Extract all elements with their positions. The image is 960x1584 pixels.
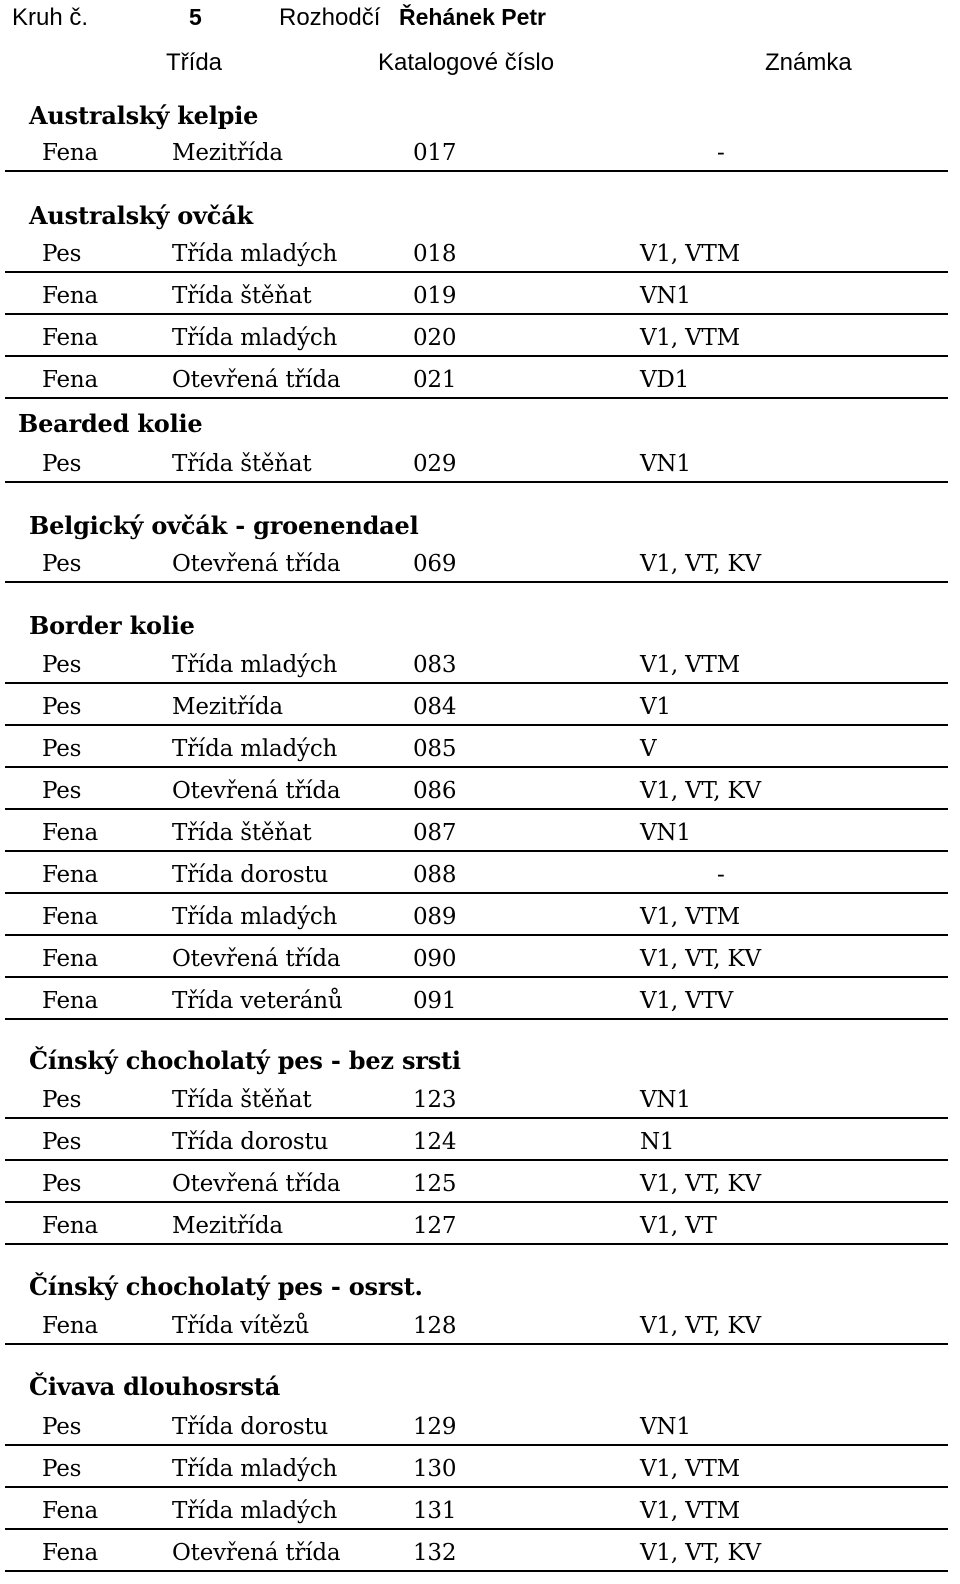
entry-class: Mezitřída <box>172 140 283 166</box>
row-divider <box>5 481 948 483</box>
entry-class: Třída vítězů <box>172 1313 310 1339</box>
entry-class: Třída mladých <box>172 1498 338 1524</box>
breed-heading: Bearded kolie <box>18 409 203 438</box>
table-row <box>0 946 960 988</box>
entry-class: Otevřená třída <box>172 551 341 577</box>
judge-name: Řehánek Petr <box>399 4 547 30</box>
row-divider <box>5 682 948 684</box>
entry-grade: V1, VTM <box>640 904 740 930</box>
entry-grade: V <box>640 736 657 762</box>
table-row <box>0 1456 960 1498</box>
entry-grade: V1, VT, KV <box>640 1313 761 1339</box>
entry-grade: - <box>717 862 725 888</box>
entry-catalog-number: 087 <box>413 820 457 846</box>
entry-catalog-number: 085 <box>413 736 457 762</box>
entry-catalog-number: 017 <box>413 140 457 166</box>
row-divider <box>5 1486 948 1488</box>
row-divider <box>5 1343 948 1345</box>
entry-sex: Pes <box>42 1087 82 1113</box>
entry-sex: Pes <box>42 1129 82 1155</box>
breed-heading: Čínský chocholatý pes - bez srsti <box>29 1046 461 1075</box>
entry-class: Třída dorostu <box>172 1129 329 1155</box>
entry-catalog-number: 018 <box>413 241 457 267</box>
entry-grade: V1, VT, KV <box>640 946 761 972</box>
table-row <box>0 736 960 778</box>
entry-grade: VN1 <box>640 451 691 477</box>
entry-grade: V1, VTM <box>640 1456 740 1482</box>
row-divider <box>5 271 948 273</box>
row-divider <box>5 1444 948 1446</box>
entry-catalog-number: 131 <box>413 1498 457 1524</box>
entry-class: Třída mladých <box>172 1456 338 1482</box>
entry-sex: Fena <box>42 946 99 972</box>
table-row <box>0 904 960 946</box>
row-divider <box>5 397 948 399</box>
table-row <box>0 1540 960 1582</box>
entry-class: Mezitřída <box>172 1213 283 1239</box>
entry-catalog-number: 125 <box>413 1171 457 1197</box>
breed-heading: Border kolie <box>29 611 195 640</box>
entry-grade: VN1 <box>640 820 691 846</box>
entry-catalog-number: 091 <box>413 988 457 1014</box>
entry-sex: Fena <box>42 862 99 888</box>
entry-class: Mezitřída <box>172 694 283 720</box>
entry-grade: V1, VTM <box>640 325 740 351</box>
entry-catalog-number: 069 <box>413 551 457 577</box>
entry-class: Třída dorostu <box>172 1414 329 1440</box>
entry-catalog-number: 088 <box>413 862 457 888</box>
entry-class: Otevřená třída <box>172 367 341 393</box>
table-row <box>0 1498 960 1540</box>
entry-class: Třída štěňat <box>172 451 312 477</box>
entry-grade: V1, VTM <box>640 652 740 678</box>
row-divider <box>5 724 948 726</box>
entry-sex: Pes <box>42 241 82 267</box>
row-divider <box>5 1243 948 1245</box>
entry-class: Třída štěňat <box>172 820 312 846</box>
entry-catalog-number: 021 <box>413 367 457 393</box>
entry-grade: V1, VT, KV <box>640 778 761 804</box>
entry-sex: Pes <box>42 694 82 720</box>
breed-heading: Belgický ovčák - groenendael <box>29 511 419 540</box>
entry-catalog-number: 127 <box>413 1213 457 1239</box>
entry-sex: Pes <box>42 652 82 678</box>
judge-label: Rozhodčí <box>279 4 381 31</box>
entry-sex: Pes <box>42 778 82 804</box>
entry-grade: VN1 <box>640 1087 691 1113</box>
entry-grade: N1 <box>640 1129 675 1155</box>
entry-sex: Fena <box>42 1540 99 1566</box>
entry-catalog-number: 083 <box>413 652 457 678</box>
row-divider <box>5 1159 948 1161</box>
entry-grade: VN1 <box>640 1414 691 1440</box>
entry-class: Třída mladých <box>172 325 338 351</box>
entry-sex: Fena <box>42 904 99 930</box>
entry-grade: V1, VT <box>640 1213 717 1239</box>
entry-class: Třída mladých <box>172 736 338 762</box>
entry-catalog-number: 084 <box>413 694 457 720</box>
entry-class: Třída štěňat <box>172 283 312 309</box>
row-divider <box>5 1018 948 1020</box>
entry-grade: V1, VT, KV <box>640 551 761 577</box>
entry-catalog-number: 130 <box>413 1456 457 1482</box>
entry-catalog-number: 090 <box>413 946 457 972</box>
entry-catalog-number: 020 <box>413 325 457 351</box>
breed-heading: Čivava dlouhosrstá <box>29 1372 281 1401</box>
entry-sex: Pes <box>42 451 82 477</box>
table-row <box>0 1129 960 1171</box>
row-divider <box>5 1117 948 1119</box>
row-divider <box>5 850 948 852</box>
breed-heading: Australský kelpie <box>29 101 259 130</box>
entry-class: Otevřená třída <box>172 946 341 972</box>
entry-grade: VN1 <box>640 283 691 309</box>
entry-grade: - <box>717 140 725 166</box>
entry-sex: Fena <box>42 1313 99 1339</box>
entry-sex: Fena <box>42 1498 99 1524</box>
entry-catalog-number: 132 <box>413 1540 457 1566</box>
entry-sex: Pes <box>42 1456 82 1482</box>
entry-sex: Pes <box>42 736 82 762</box>
entry-sex: Fena <box>42 367 99 393</box>
entry-class: Třída mladých <box>172 904 338 930</box>
column-header-grade: Známka <box>765 49 852 76</box>
table-row <box>0 1171 960 1213</box>
entry-sex: Fena <box>42 1213 99 1239</box>
column-header-catalog-number: Katalogové číslo <box>378 49 555 76</box>
entry-grade: V1, VTM <box>640 241 740 267</box>
row-divider <box>5 313 948 315</box>
entry-class: Třída mladých <box>172 652 338 678</box>
entry-class: Třída mladých <box>172 241 338 267</box>
row-divider <box>5 1570 948 1572</box>
row-divider <box>5 976 948 978</box>
column-header-class: Třída <box>166 49 223 76</box>
entry-class: Otevřená třída <box>172 1171 341 1197</box>
entry-catalog-number: 089 <box>413 904 457 930</box>
entry-sex: Fena <box>42 820 99 846</box>
table-row <box>0 694 960 736</box>
row-divider <box>5 170 948 172</box>
entry-grade: V1 <box>640 694 671 720</box>
row-divider <box>5 1528 948 1530</box>
entry-sex: Fena <box>42 988 99 1014</box>
row-divider <box>5 581 948 583</box>
table-row <box>0 1313 960 1355</box>
table-row <box>0 862 960 904</box>
table-row <box>0 241 960 283</box>
table-row <box>0 451 960 493</box>
entry-sex: Fena <box>42 283 99 309</box>
breed-heading: Čínský chocholatý pes - osrst. <box>29 1272 423 1301</box>
entry-catalog-number: 086 <box>413 778 457 804</box>
entry-catalog-number: 123 <box>413 1087 457 1113</box>
entry-grade: V1, VTM <box>640 1498 740 1524</box>
table-row <box>0 367 960 409</box>
ring-number: 5 <box>189 4 202 30</box>
row-divider <box>5 808 948 810</box>
entry-sex: Pes <box>42 1171 82 1197</box>
table-row <box>0 1414 960 1456</box>
entry-grade: VD1 <box>640 367 690 393</box>
ring-label: Kruh č. <box>12 4 89 31</box>
entry-sex: Fena <box>42 140 99 166</box>
row-divider <box>5 766 948 768</box>
table-row <box>0 1213 960 1255</box>
entry-catalog-number: 029 <box>413 451 457 477</box>
table-row <box>0 140 960 182</box>
table-row <box>0 1087 960 1129</box>
entry-sex: Pes <box>42 1414 82 1440</box>
entry-catalog-number: 019 <box>413 283 457 309</box>
table-row <box>0 551 960 593</box>
table-row <box>0 283 960 325</box>
entry-catalog-number: 124 <box>413 1129 457 1155</box>
entry-class: Třída veteránů <box>172 988 343 1014</box>
table-row <box>0 820 960 862</box>
entry-catalog-number: 128 <box>413 1313 457 1339</box>
table-row <box>0 652 960 694</box>
entry-grade: V1, VT, KV <box>640 1171 761 1197</box>
entry-class: Třída štěňat <box>172 1087 312 1113</box>
row-divider <box>5 355 948 357</box>
entry-sex: Fena <box>42 325 99 351</box>
table-row <box>0 325 960 367</box>
entry-catalog-number: 129 <box>413 1414 457 1440</box>
row-divider <box>5 892 948 894</box>
entry-class: Třída dorostu <box>172 862 329 888</box>
table-row <box>0 778 960 820</box>
entry-class: Otevřená třída <box>172 1540 341 1566</box>
table-row <box>0 988 960 1030</box>
entry-sex: Pes <box>42 551 82 577</box>
row-divider <box>5 1201 948 1203</box>
entry-grade: V1, VT, KV <box>640 1540 761 1566</box>
entry-grade: V1, VTV <box>640 988 734 1014</box>
breed-heading: Australský ovčák <box>29 201 253 230</box>
entry-class: Otevřená třída <box>172 778 341 804</box>
row-divider <box>5 934 948 936</box>
